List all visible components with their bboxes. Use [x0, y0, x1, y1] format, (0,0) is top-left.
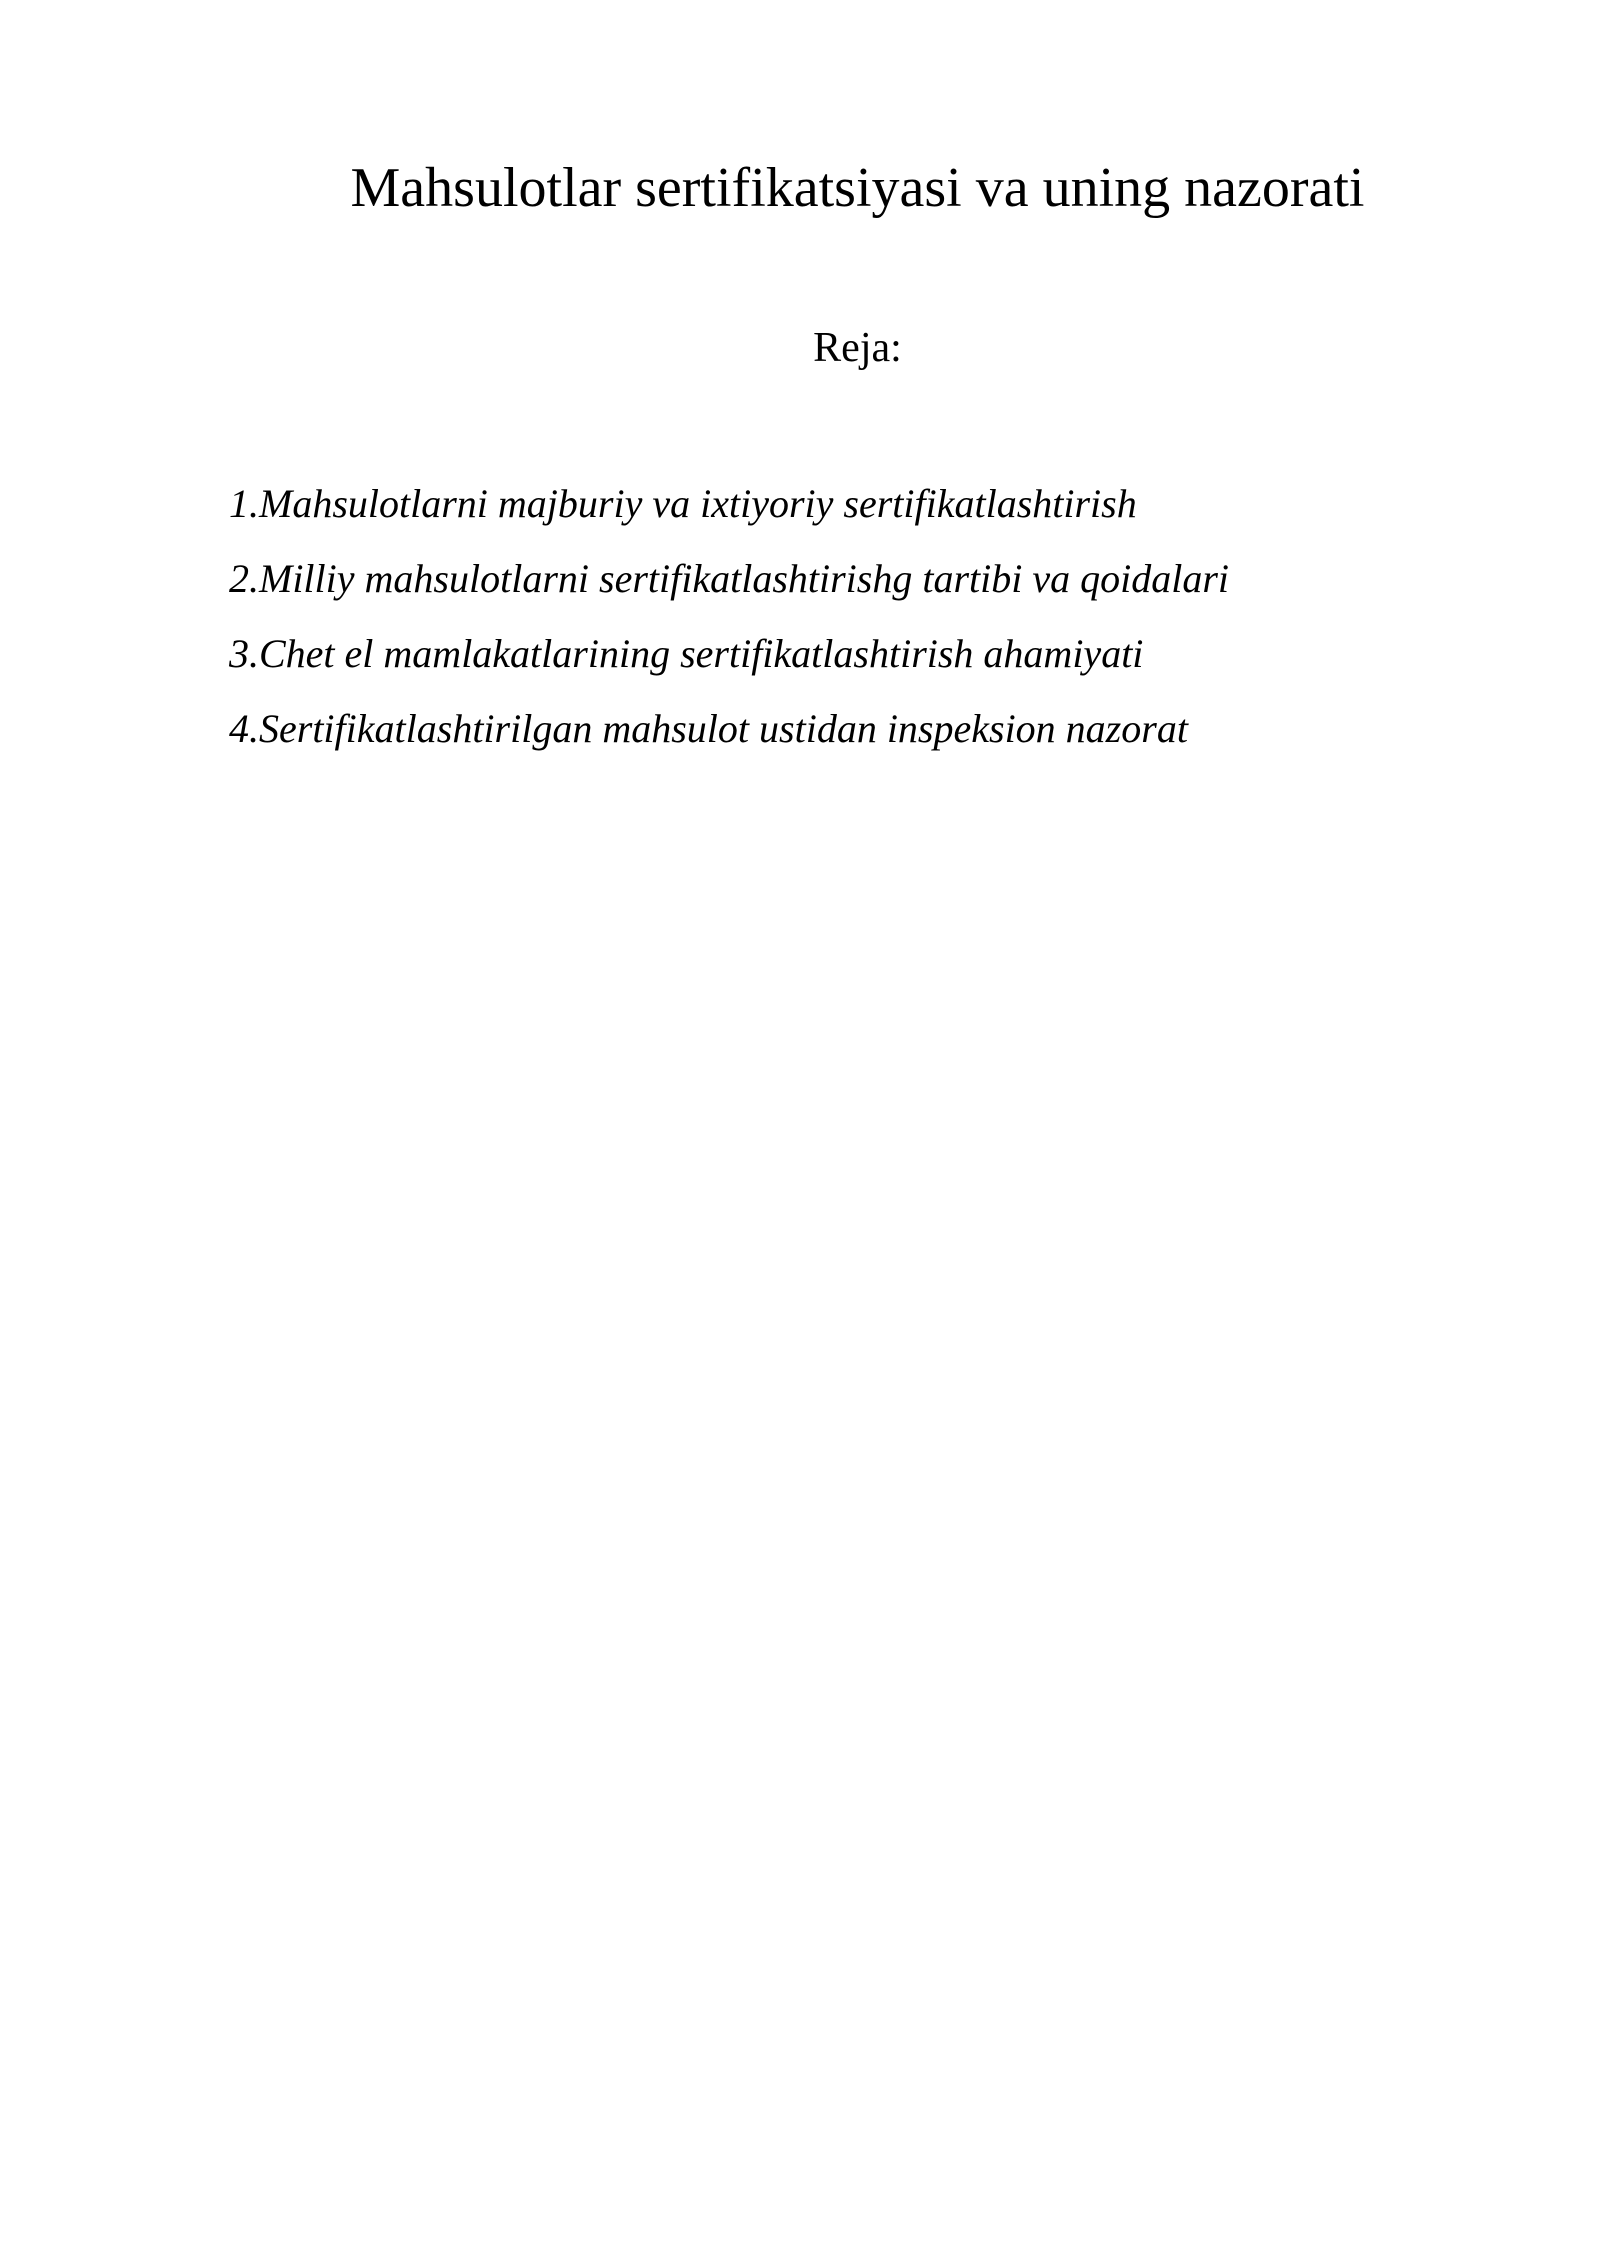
- plan-item-1: 1.Mahsulotlarni majburiy va ixtiyoriy sertifikatlashtirish: [229, 481, 1137, 526]
- plan-heading: Reja:: [813, 325, 902, 371]
- document-title: Mahsulotlar sertifikatsiyasi va uning nazorati: [350, 157, 1365, 219]
- plan-item-3: 3.Chet el mamlakatlarining sertifikatlashtirish ahamiyati: [229, 631, 1144, 676]
- plan-list: [229, 466, 1229, 766]
- plan-item-4: 4.Sertifikatlashtirilgan mahsulot ustidan inspeksion nazorat: [229, 706, 1188, 751]
- plan-item-2: 2.Milliy mahsulotlarni sertifikatlashtirishg tartibi va qoidalari: [229, 556, 1230, 601]
